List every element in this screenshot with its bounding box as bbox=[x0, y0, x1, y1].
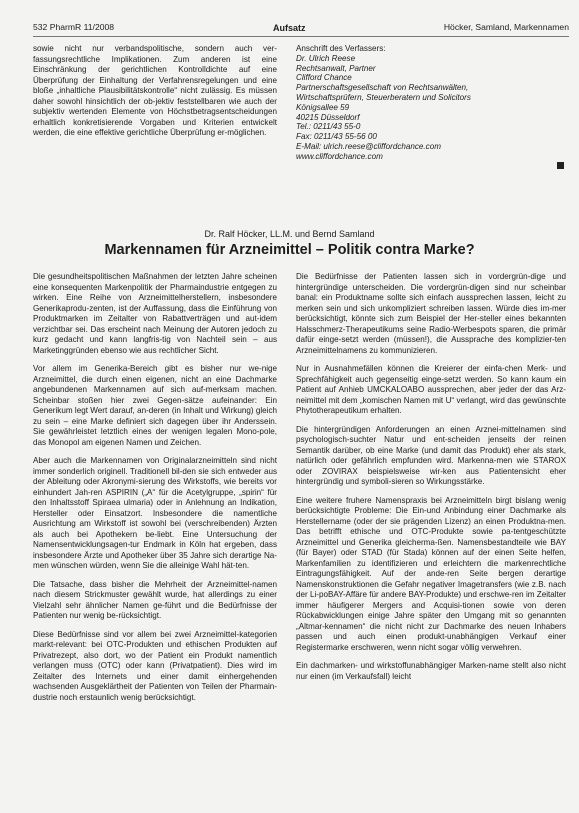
previous-article-ending bbox=[33, 44, 277, 147]
running-head: Höcker, Samland, Markennamen bbox=[443, 22, 569, 32]
body-column-right bbox=[296, 272, 566, 690]
paragraph: Aber auch die Markennamen von Originalarzneimitteln sind nicht immer sonderlich originell. Traditionell bil-den sie sich entweder aus der Ableitung oder Akronymi-sierung des Wirkstoffs, wie bereits vor einhundert Jah-ren ASPIRIN („A“ für die Acetylgruppe, „spirin“ für den Inhaltsstoff Spiraea ulmaria) oder in Anlehnung an Indikation, Hersteller oder Einsatzort. Insbesondere die namentliche Ausrichtung am Wirkstoff ist sowohl bei (verschreibenden) Ärzten als auch bei Apothekern be-liebt. Eine Untersuchung der Namensentwicklungsagen-tur Endmark in Köln hat ergeben, dass insbesondere Ärzte und Apotheker über 35 Jahre sich derartige Na-men wünschen würden, wenn Sie die alleinige Wahl hät-ten. bbox=[33, 456, 277, 570]
address-line: Tel.: 0211/43 55-0 bbox=[296, 122, 361, 132]
address-line: Partnerschaftsgesellschaft von Rechtsanwälten, bbox=[296, 83, 469, 93]
paragraph: Die Tatsache, dass bisher die Mehrheit der Arzneimittel-namen nach diesem Strickmuster gewählt wurde, hat allerdings zu einer Vielzahl sehr ähnlicher Namen ge-führt und die Bedürfnisse der Patienten nur wenig be-rücksichtigt. bbox=[33, 579, 277, 620]
paragraph: Die gesundheitspolitischen Maßnahmen der letzten Jahre scheinen eine konsequenten Markenpolitik der Pharmaindustrie entgegen zu wirken. Eine Reihe von Arzneimittelherstellern, insbesondere Generikaprodu-zenten, ist der Auffassung, dass die Einführung von Produktmarken im Zeitalter von Rabattverträgen und aut-idem verzichtbar sei. Das erscheint nach Meinung der Autoren jedoch zu kurz gedacht und kann langfris-tig von Nachteil sein – aus Marketinggründen ebenso wie aus rechtlicher Sicht. bbox=[33, 272, 277, 355]
address-line: Dr. Ulrich Reese bbox=[296, 53, 356, 63]
paragraph: Vor allem im Generika-Bereich gibt es bisher nur we-nige Arzneimittel, die durch einen eigenen, nicht an eine Dachmarke angebundenen Markennamen auf sich auf-merksam machen. Scheinbar stoßen hier zwei Gegen-sätze aufeinander: Ein Generikum legt Wert darauf, an-deren (in Inhalt und Wirkung) gleich zu sein – eine Marke definiert sich dagegen über ihr Anderssein. Sie gewährleistet letztlich eines der wenigen legalen Mono-pole, das Monopol am eigenen Namen und Zeichen. bbox=[33, 364, 277, 447]
page-header bbox=[33, 22, 569, 36]
article-authors: Dr. Ralf Höcker, LL.M. und Bernd Samland bbox=[204, 229, 375, 239]
address-line: 40215 Düsseldorf bbox=[296, 112, 360, 122]
paragraph: Nur in Ausnahmefällen können die Kreierer der einfa-chen Merk- und Sprechfähigkeit auch gegenseitig einge-setzt werden. So kann kaum ein Patient auf Anhieb UMCKALOABO aussprechen, aber jeder der das Arz-neimittel mit dem „komischen Namen mit U“ verlangt, wird das gewünschte Phytotherapeutikum erhalten. bbox=[296, 364, 566, 415]
header-rule bbox=[33, 36, 569, 37]
author-address bbox=[296, 44, 566, 162]
paragraph: sowie nicht nur verbandspolitische, sondern auch ver-fassungsrechtliche Implikationen. Zum anderen ist eine Einschränkung der gerichtlichen Kontrolldichte auf eine Überprüfung der Einhaltung der Verfahrensregelungen und eine bloße „inhaltliche Plausibilitätskontrolle“ nicht zulässig. Es müssen daher sowohl hinsichtlich der ob-jektiv feststellbaren wie auch der subjektiv wertenden Elemente von Höchstbetragsentscheidungen erhaltlich konkretisierende Vorgaben und Kriterien entwickelt werden, die eine effektive gerichtliche Überprüfung er-möglichen. bbox=[33, 44, 277, 137]
address-heading: Anschrift des Verfassers: bbox=[296, 44, 386, 53]
address-line: Wirtschaftsprüfern, Steuerberatern und Solicitors bbox=[296, 92, 471, 102]
page-number-journal: 532 PharmR 11/2008 bbox=[33, 22, 115, 32]
address-line: www.cliffordchance.com bbox=[296, 151, 383, 161]
paragraph: Diese Bedürfnisse sind vor allem bei zwei Arzneimittel-kategorien markt-relevant: bei OTC-Produkten und ethischen Produkten auf Privatrezept, also dort, wo der Patient ein Produkt namentlich verlangen muss (OTC) oder kann (Privatpatient). Dies wird im Zeitalter des Internets und einer damit einhergehenden wachsenden Ausgeklärtheit der Patienten von Teilen der Pharmain-dustrie noch erstaunlich wenig berücksichtigt. bbox=[33, 629, 277, 702]
body-column-left bbox=[33, 272, 277, 711]
paragraph: Eine weitere fruhere Namenspraxis bei Arzneimitteln birgt bislang wenig berücksichtigte Probleme: Die Ein-und Anbindung einer Dachmarke als Herstellername (oder der sie prägenden Lizenz) an einen Produktna-men. Das betrifft ethische und OTC-Produkte sowie pa-tentgeschützte Arzneimittel und Generika gleicherma-ßen. Namensbestandteile wie BAY (für Bayer) oder STAD (für Stada) können auf der einen Seite helfen, Markenfamilien zu identifizieren und erleichtern die markenrechtliche Eintragungsfähigkeit. Auf der ande-ren Seite bergen derartige Namenskonstruktionen die Gefahr negativer Imagetransfers (wie z.B. nach der Li-poBAY-Affäre für andere BAY-Produkte) und erschwe-ren im Zeitalter immer häufigerer Mergers and Acquisi-tionen sowie von deren Rückabwicklungen einige Jahre später den Umgang mit so genannten „Altmar-kennamen“ die nicht nicht zur Dachmarke des neuen Inhabers passen und auch einen produkt-unabhängigen Verkauf einer Registermarke erschweren, wenn nicht sogar völlig verwehren. bbox=[296, 495, 566, 652]
address-line: Clifford Chance bbox=[296, 73, 352, 83]
address-line: Rechtsanwalt, Partner bbox=[296, 63, 376, 73]
end-of-article-square-icon bbox=[557, 162, 564, 169]
address-line: Fax: 0211/43 55-56 00 bbox=[296, 132, 377, 142]
paragraph: Ein dachmarken- und wirkstoffunabhängiger Marken-name stellt also nicht nur einen (im Verkaufsfall) leicht bbox=[296, 661, 566, 681]
address-line: Königsallee 59 bbox=[296, 102, 350, 112]
paragraph: Die Bedürfnisse der Patienten lassen sich in vordergrün-dige und hintergründige unterscheiden. Die vordergrün-digen sind nur scheinbar banal: ein Produktname sollte sich einfach aussprechen lassen, leicht zu merken sein und sich unkompliziert schreiben lassen. Würde dies im-mer berücksichtigt, könnte sich zum Beispiel der Her-steller eines bekannten Halsschmerz-Therapeutikums seine Radio-Werbespots sparen, die primär dafür einge-setzt werden (müssen!), die Aussprache des komplizier-ten Arzneimittelnamens zu kommunizieren. bbox=[296, 272, 566, 355]
section-label: Aufsatz bbox=[273, 23, 306, 33]
paragraph: Die hintergründigen Anforderungen an einen Arznei-mittelnamen sind psychologisch-suchter Natur und ent-scheiden jenseits der reinen Semantik darüber, ob eine Marke (und damit das Produkt) eher als stark, natürlich oder gefährlich empfunden wird. Markenna-men wie STAROX oder ZOVIRAX beispielsweise wir-ken aus Patientensicht eher hintergründig und symboli-sieren so Wirkungsstärke. bbox=[296, 424, 566, 486]
address-line: E-Mail: ulrich.reese@cliffordchance.com bbox=[296, 141, 441, 151]
article-title: Markennamen für Arzneimittel – Politik contra Marke? bbox=[104, 242, 475, 258]
